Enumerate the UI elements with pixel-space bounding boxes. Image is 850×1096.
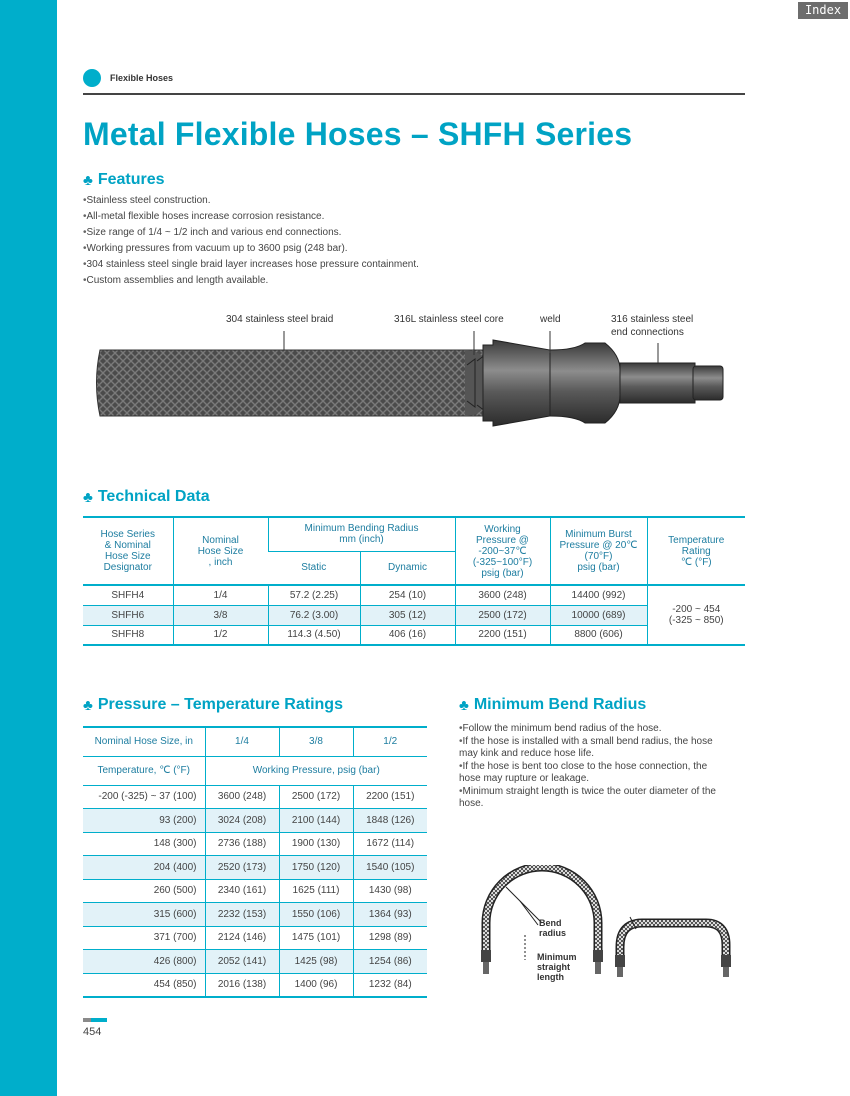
cell-burst: 14400 (992) [550, 585, 647, 605]
list-item: • All-metal flexible hoses increase corrosion resistance. [83, 209, 419, 225]
header-nominal-size [173, 517, 268, 585]
features-heading-text: Features [97, 171, 165, 188]
min-straight-length-label [537, 952, 577, 982]
header-text: , inch [208, 556, 233, 568]
cell-pressure: 3600 (248) [205, 785, 279, 809]
table-row [83, 879, 427, 903]
cell-temperature: 315 (600) [83, 903, 205, 927]
end-fitting-flare [550, 343, 620, 423]
cell-size: 1/2 [173, 625, 268, 645]
list-item: • Minimum straight length is twice the outer diameter of the hose. [459, 786, 729, 811]
core-label: 316L stainless steel core [394, 314, 504, 325]
right-fitting [593, 950, 603, 962]
cell-temperature: 93 (200) [83, 809, 205, 833]
list-item: • Custom assemblies and length available. [83, 273, 419, 289]
cell-temperature: -200 (-325) ~ 37 (100) [83, 785, 205, 809]
tight-right-fitting [721, 955, 731, 967]
cell-pressure: 1550 (106) [279, 903, 353, 927]
header-text: ℃ (°F) [680, 556, 712, 568]
list-item: • Working pressures from vacuum up to 3600 psig (248 bar). [83, 241, 419, 257]
cell-pressure: 2052 (141) [205, 950, 279, 974]
cell-dynamic: 406 (16) [360, 625, 455, 645]
cell-pressure: 2500 (172) [279, 785, 353, 809]
header-text: psig (bar) [481, 567, 524, 579]
left-fitting [481, 950, 491, 962]
cell-burst: 8800 (606) [550, 625, 647, 645]
cell-pressure: 1298 (89) [353, 926, 427, 950]
club-icon: ♣ [83, 488, 93, 506]
braided-hose-body [97, 350, 491, 416]
header-text: (-325~100°F) [472, 556, 533, 568]
temp-range-c: -200 ~ 454 [672, 604, 721, 615]
section-label: Flexible Hoses [110, 73, 174, 83]
page-title: Metal Flexible Hoses – SHFH Series [83, 116, 633, 152]
cell-pressure: 2736 (188) [205, 832, 279, 856]
header-nominal-size: Nominal Hose Size, in [83, 727, 205, 756]
technical-data-table [83, 516, 745, 646]
cell-pressure: 2016 (138) [205, 973, 279, 997]
hose-ferrule [483, 340, 550, 426]
cell-temperature: 148 (300) [83, 832, 205, 856]
cell-pressure: 2200 (151) [353, 785, 427, 809]
header-text: Temperature [668, 534, 725, 546]
cell-series: SHFH4 [111, 589, 145, 601]
cell-pressure: 3024 (208) [205, 809, 279, 833]
temp-range-f: (-325 ~ 850) [668, 615, 724, 626]
table-row [83, 973, 427, 997]
cell-temperature: 454 (850) [83, 973, 205, 997]
tight-left-fitting-tip [617, 967, 623, 977]
min-straight-length-line-3: length [537, 972, 564, 982]
header-text: Minimum Burst [565, 529, 632, 540]
weld-label: weld [540, 314, 561, 325]
list-item: • Follow the minimum bend radius of the hose. [459, 723, 729, 736]
cell-pressure: 2520 (173) [205, 856, 279, 880]
cell-pressure: 1475 (101) [279, 926, 353, 950]
list-item: • If the hose is installed with a small bend radius, the hose may kink and reduce hose life. [459, 736, 729, 761]
cell-pressure: 1232 (84) [353, 973, 427, 997]
cell-dynamic: 305 (12) [360, 605, 455, 625]
cell-series: SHFH8 [111, 629, 145, 641]
cell-pressure: 2100 (144) [279, 809, 353, 833]
technical-data-heading [83, 488, 210, 506]
left-fitting-tip [483, 962, 489, 974]
header-burst-pressure [550, 517, 647, 585]
cell-pressure: 1364 (93) [353, 903, 427, 927]
tight-left-fitting [615, 955, 625, 967]
cell-pressure: 1254 (86) [353, 950, 427, 974]
cell-working: 2500 (172) [455, 605, 550, 625]
cell-pressure: 1430 (98) [353, 879, 427, 903]
cell-pressure: 1425 (98) [279, 950, 353, 974]
bend-radius-label-line-2: radius [539, 928, 567, 938]
cell-pressure: 1848 (126) [353, 809, 427, 833]
cell-static: 76.2 (3.00) [268, 605, 360, 625]
hose-assembly-illustration [95, 325, 745, 435]
cell-pressure: 1900 (130) [279, 832, 353, 856]
min-straight-length-line-1: Minimum [537, 952, 577, 962]
cell-temperature: 260 (500) [83, 879, 205, 903]
table-row [83, 832, 427, 856]
table-row [83, 785, 427, 809]
cell-temperature-rating [647, 585, 745, 645]
end-label-line-1: 316 stainless steel [611, 314, 694, 325]
table-row [83, 903, 427, 927]
pressure-temperature-table [83, 726, 427, 998]
header-text: mm (inch) [339, 534, 384, 546]
pressure-temperature-heading-text: Pressure – Temperature Ratings [97, 696, 343, 713]
header-size-3: 1/2 [353, 727, 427, 756]
minimum-bend-radius-heading [459, 696, 646, 714]
header-text: Hose Size [197, 545, 244, 557]
header-text: psig (bar) [577, 562, 620, 573]
cell-size: 3/8 [173, 605, 268, 625]
end-label-line-2: end connections [611, 327, 684, 338]
list-item: • 304 stainless steel single braid layer increases hose pressure containment. [83, 257, 419, 273]
header-text: Minimum Bending Radius [304, 523, 419, 535]
header-size-2: 3/8 [279, 727, 353, 756]
cell-pressure: 1672 (114) [353, 832, 427, 856]
cell-size: 1/4 [173, 585, 268, 605]
pressure-temperature-heading [83, 696, 343, 714]
cell-pressure: 1540 (105) [353, 856, 427, 880]
cell-temperature: 371 (700) [83, 926, 205, 950]
bend-radius-label [539, 918, 566, 938]
header-text: Hose Series [100, 529, 155, 540]
end-fitting-tip [693, 366, 723, 400]
header-text: Designator [103, 562, 152, 573]
header-static: Static [268, 551, 360, 585]
club-icon: ♣ [83, 696, 93, 714]
cell-working: 2200 (151) [455, 625, 550, 645]
table-row [83, 856, 427, 880]
header-text: Pressure @ [476, 534, 529, 546]
bend-notes-list [459, 723, 729, 811]
header-bending-radius [268, 517, 455, 551]
end-fitting-tube [620, 363, 695, 403]
technical-data-heading-text: Technical Data [97, 488, 210, 505]
radius-line [506, 887, 542, 923]
header-size-1: 1/4 [205, 727, 279, 756]
header-text: Nominal [202, 534, 239, 546]
header-text: Working [484, 523, 521, 535]
cell-temperature: 426 (800) [83, 950, 205, 974]
cell-pressure: 1400 (96) [279, 973, 353, 997]
braid-label: 304 stainless steel braid [226, 314, 334, 325]
min-straight-length-line-2: straight [537, 962, 571, 972]
header-text: & Nominal [104, 540, 151, 551]
header-series [83, 517, 173, 585]
list-item: • If the hose is bent too close to the hose connection, the hose may rupture or leakage. [459, 761, 729, 786]
header-working-pressure [455, 517, 550, 585]
minimum-bend-radius-heading-text: Minimum Bend Radius [473, 696, 647, 713]
table-row [83, 585, 745, 605]
header-text: (70°F) [584, 551, 613, 562]
cell-dynamic: 254 (10) [360, 585, 455, 605]
header-temperature: Temperature, ℃ (°F) [83, 756, 205, 785]
cell-pressure: 2340 (161) [205, 879, 279, 903]
table-row [83, 950, 427, 974]
header-text: Hose Size [104, 551, 151, 562]
cell-pressure: 1750 (120) [279, 856, 353, 880]
cell-static: 57.2 (2.25) [268, 585, 360, 605]
cell-pressure: 1625 (111) [279, 879, 353, 903]
cell-series: SHFH6 [83, 605, 173, 625]
bend-radius-label-line-1: Bend [539, 918, 562, 928]
header-dynamic: Dynamic [360, 551, 455, 585]
cell-pressure: 2124 (146) [205, 926, 279, 950]
features-heading [83, 171, 165, 189]
cell-static: 114.3 (4.50) [268, 625, 360, 645]
header-text: Pressure @ 20℃ [559, 540, 638, 551]
header-working-pressure: Working Pressure, psig (bar) [205, 756, 427, 785]
right-fitting-tip [595, 962, 601, 974]
radius-leader [520, 901, 538, 925]
features-list [83, 193, 419, 289]
table-row [83, 605, 745, 625]
header-text: -200~37℃ [478, 545, 527, 557]
cell-pressure: 2232 (153) [205, 903, 279, 927]
index-button[interactable]: Index [798, 2, 848, 19]
table-row [83, 926, 427, 950]
cell-burst: 10000 (689) [550, 605, 647, 625]
section-dot-icon [83, 69, 101, 87]
club-icon: ♣ [83, 171, 93, 189]
list-item: • Size range of 1/4 ~ 1/2 inch and various end connections. [83, 225, 419, 241]
club-icon: ♣ [459, 696, 469, 714]
page-number: 454 [83, 1026, 102, 1038]
list-item: • Stainless steel construction. [83, 193, 419, 209]
table-row [83, 809, 427, 833]
bend-radius-illustration [470, 865, 740, 990]
table-row [83, 625, 745, 645]
section-divider [83, 93, 745, 95]
cell-working: 3600 (248) [455, 585, 550, 605]
tight-right-fitting-tip [723, 967, 729, 977]
page-number-marker [83, 1018, 107, 1022]
cell-temperature: 204 (400) [83, 856, 205, 880]
side-color-band [0, 0, 57, 1096]
header-temperature-rating [647, 517, 745, 585]
header-text: Rating [681, 545, 711, 557]
